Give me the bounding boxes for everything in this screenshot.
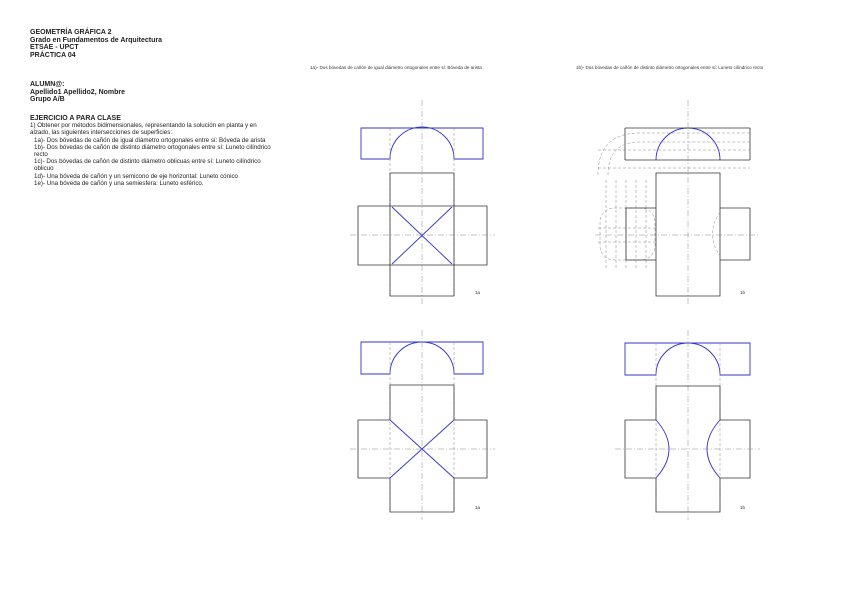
exercise-title: EJERCICIO A PARA CLASE <box>30 115 121 122</box>
drawing-label-top-left: 1a <box>475 290 481 295</box>
student-group: Grupo A/B <box>30 96 65 104</box>
drawing-cylindrical-lunette <box>595 100 760 305</box>
degree-name: Grado en Fundamentos de Arquitectura <box>30 36 162 44</box>
exercise-statement: 1) Obtener por métodos bidimensionales, representando la solución en planta y en alzado, las siguientes intersecciones de superficies: <box>30 122 257 137</box>
school-name: ETSAE - UPCT <box>30 44 79 52</box>
exercise-item-1a: 1a)- Dos bóvedas de cañón de igual diámetro ortogonales entre sí: Bóveda de arista <box>34 136 266 144</box>
caption-1b: 1b)- Dos bóvedas de cañón de distinto diámetro ortogonales entre sí: Luneto cilíndrico recto <box>576 65 764 70</box>
drawing-groin-vault-bottom <box>350 330 495 520</box>
drawing-label-bottom-left: 1a <box>475 505 481 510</box>
student-label: ALUMN@: <box>30 81 65 88</box>
drawing-label-bottom-right: 1b <box>740 505 746 510</box>
exercise-item-1d: 1d)- Una bóveda de cañón y un semicono de eje horizontal: Luneto cónico <box>34 172 238 180</box>
student-name: Apellido1 Apellido2, Nombre <box>30 88 126 96</box>
practice-number: PRÁCTICA 04 <box>30 51 76 59</box>
drawing-lunette-bottom <box>615 330 760 520</box>
caption-1a: 1a)- Dos bóvedas de cañón de igual diámetro ortogonales entre sí: Bóveda de arista <box>310 65 482 70</box>
drawing-label-top-right: 1b <box>740 290 746 295</box>
exercise-item-1b: 1b)- Dos bóvedas de cañón de distinto diámetro ortogonales entre sí: Luneto cilíndrico recto <box>34 143 271 159</box>
exercise-item-1c: 1c)- Dos bóvedas de cañón de distinto diámetro oblicuas entre sí: Luneto cilíndrico oblicuo <box>34 158 261 173</box>
drawing-groin-vault-top <box>350 100 495 305</box>
exercise-item-1e: 1e)- Una bóveda de cañón y una semiesfera: Luneto esférico. <box>34 179 204 187</box>
course-title: GEOMETRÍA GRÁFICA 2 <box>30 29 112 36</box>
